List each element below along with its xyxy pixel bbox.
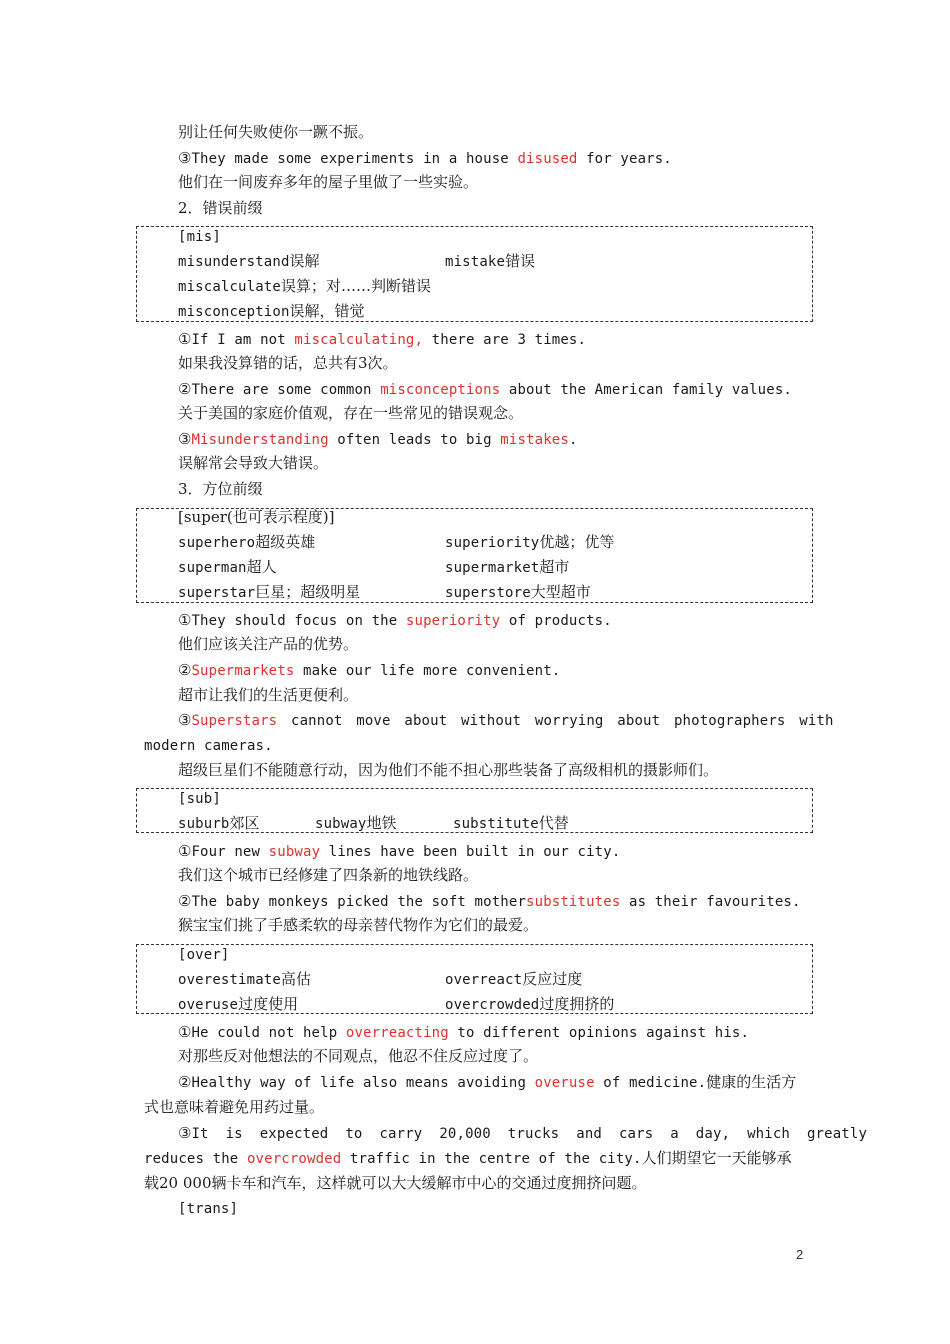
page-number: 2: [796, 1247, 804, 1262]
example-sentence: ②There are some common misconceptions about the American family values.: [178, 380, 792, 398]
section-heading: 2．错误前缀: [178, 199, 263, 217]
cn-line: 关于美国的家庭价值观，存在一些常见的错误观念。: [178, 404, 524, 422]
vocab-row: misunderstand误解: [178, 252, 320, 270]
cn-line: 他们应该关注产品的优势。: [178, 635, 359, 653]
vocab-row: substitute代替: [453, 814, 569, 832]
highlight-word: substitutes: [526, 894, 621, 910]
section-heading: 3．方位前缀: [178, 480, 263, 498]
highlight-word: superiority: [405, 613, 501, 629]
highlight-word: Superstars: [191, 713, 278, 729]
prefix-label: [trans]: [178, 1201, 239, 1217]
vocab-row: superiority优越；优等: [445, 533, 615, 551]
prefix-label: [super(也可表示程度)]: [178, 508, 335, 526]
vocab-row: overuse过度使用: [178, 995, 299, 1013]
cn-line: 对那些反对他想法的不同观点，他忍不住反应过度了。: [178, 1047, 539, 1065]
highlight-word: miscalculating,: [294, 332, 424, 348]
example-sentence-cont: modern cameras.: [144, 738, 273, 754]
vocab-row: miscalculate误算；对……判断错误: [178, 277, 431, 295]
highlight-word: subway: [268, 844, 321, 860]
highlight-word: mistakes: [500, 432, 569, 448]
cn-line: 超市让我们的生活更便利。: [178, 686, 359, 704]
example-sentence: ①Four new subway lines have been built in our city.: [178, 842, 621, 860]
example-sentence: ②Healthy way of life also means avoiding overuse of medicine.健康的生活方: [178, 1073, 797, 1091]
highlight-word: Misunderstanding: [191, 432, 329, 448]
example-sentence: ③It is expected to carry 20,000 trucks and cars a day, which greatly: [178, 1124, 868, 1142]
cn-line: 如果我没算错的话，总共有3次。: [178, 354, 398, 372]
example-sentence: ③They made some experiments in a house disused for years.: [178, 149, 672, 167]
prefix-label: [over]: [178, 947, 230, 963]
highlight-word: disused: [517, 151, 578, 167]
highlight-word: overcrowded: [246, 1151, 342, 1167]
prefix-label: [mis]: [178, 229, 221, 245]
vocab-row: subway地铁: [315, 814, 397, 832]
vocab-row: misconception误解，错觉: [178, 302, 365, 320]
vocab-row: superman超人: [178, 558, 277, 576]
vocab-row: mistake错误: [445, 252, 536, 270]
cn-line: 猴宝宝们挑了手感柔软的母亲替代物作为它们的最爱。: [178, 916, 539, 934]
vocab-row: superstar巨星；超级明星: [178, 583, 361, 601]
example-sentence: ②Supermarkets make our life more convenient.: [178, 661, 561, 679]
vocab-row: overreact反应过度: [445, 970, 583, 988]
vocab-row: overestimate高估: [178, 970, 311, 988]
vocab-row: suburb郊区: [178, 814, 260, 832]
example-sentence: ③Misunderstanding often leads to big mistakes.: [178, 430, 578, 448]
vocab-row: supermarket超市: [445, 558, 570, 576]
vocab-row: superhero超级英雄: [178, 533, 316, 551]
highlight-word: overreacting: [345, 1025, 449, 1041]
cn-line: 超级巨星们不能随意行动，因为他们不能不担心那些装备了高级相机的摄影师们。: [178, 761, 719, 779]
example-sentence: ③Superstars cannot move about without worrying about photographers with: [178, 711, 834, 729]
example-sentence: ②The baby monkeys picked the soft mothersubstitutes as their favourites.: [178, 892, 801, 910]
vocab-row: superstore大型超市: [445, 583, 591, 601]
example-sentence-cont: reduces the overcrowded traffic in the centre of the city.人们期望它一天能够承: [144, 1149, 792, 1167]
cn-line: 误解常会导致大错误。: [178, 454, 329, 472]
prefix-label: [sub]: [178, 791, 221, 807]
cn-line: 别让任何失败使你一蹶不振。: [178, 123, 374, 141]
cn-line: 式也意味着避免用药过量。: [144, 1098, 325, 1116]
vocab-row: overcrowded过度拥挤的: [445, 995, 615, 1013]
example-sentence: ①He could not help overreacting to different opinions against his.: [178, 1023, 750, 1041]
cn-line: 我们这个城市已经修建了四条新的地铁线路。: [178, 866, 479, 884]
highlight-word: overuse: [534, 1075, 595, 1091]
example-sentence: ①If I am not miscalculating, there are 3 times.: [178, 330, 587, 348]
cn-line: 载20 000辆卡车和汽车，这样就可以大大缓解市中心的交通过度拥挤问题。: [144, 1174, 647, 1192]
cn-line: 他们在一间废弃多年的屋子里做了一些实验。: [178, 173, 479, 191]
highlight-word: Supermarkets: [191, 663, 295, 679]
example-sentence: ①They should focus on the superiority of products.: [178, 611, 612, 629]
highlight-word: misconceptions: [380, 382, 501, 398]
